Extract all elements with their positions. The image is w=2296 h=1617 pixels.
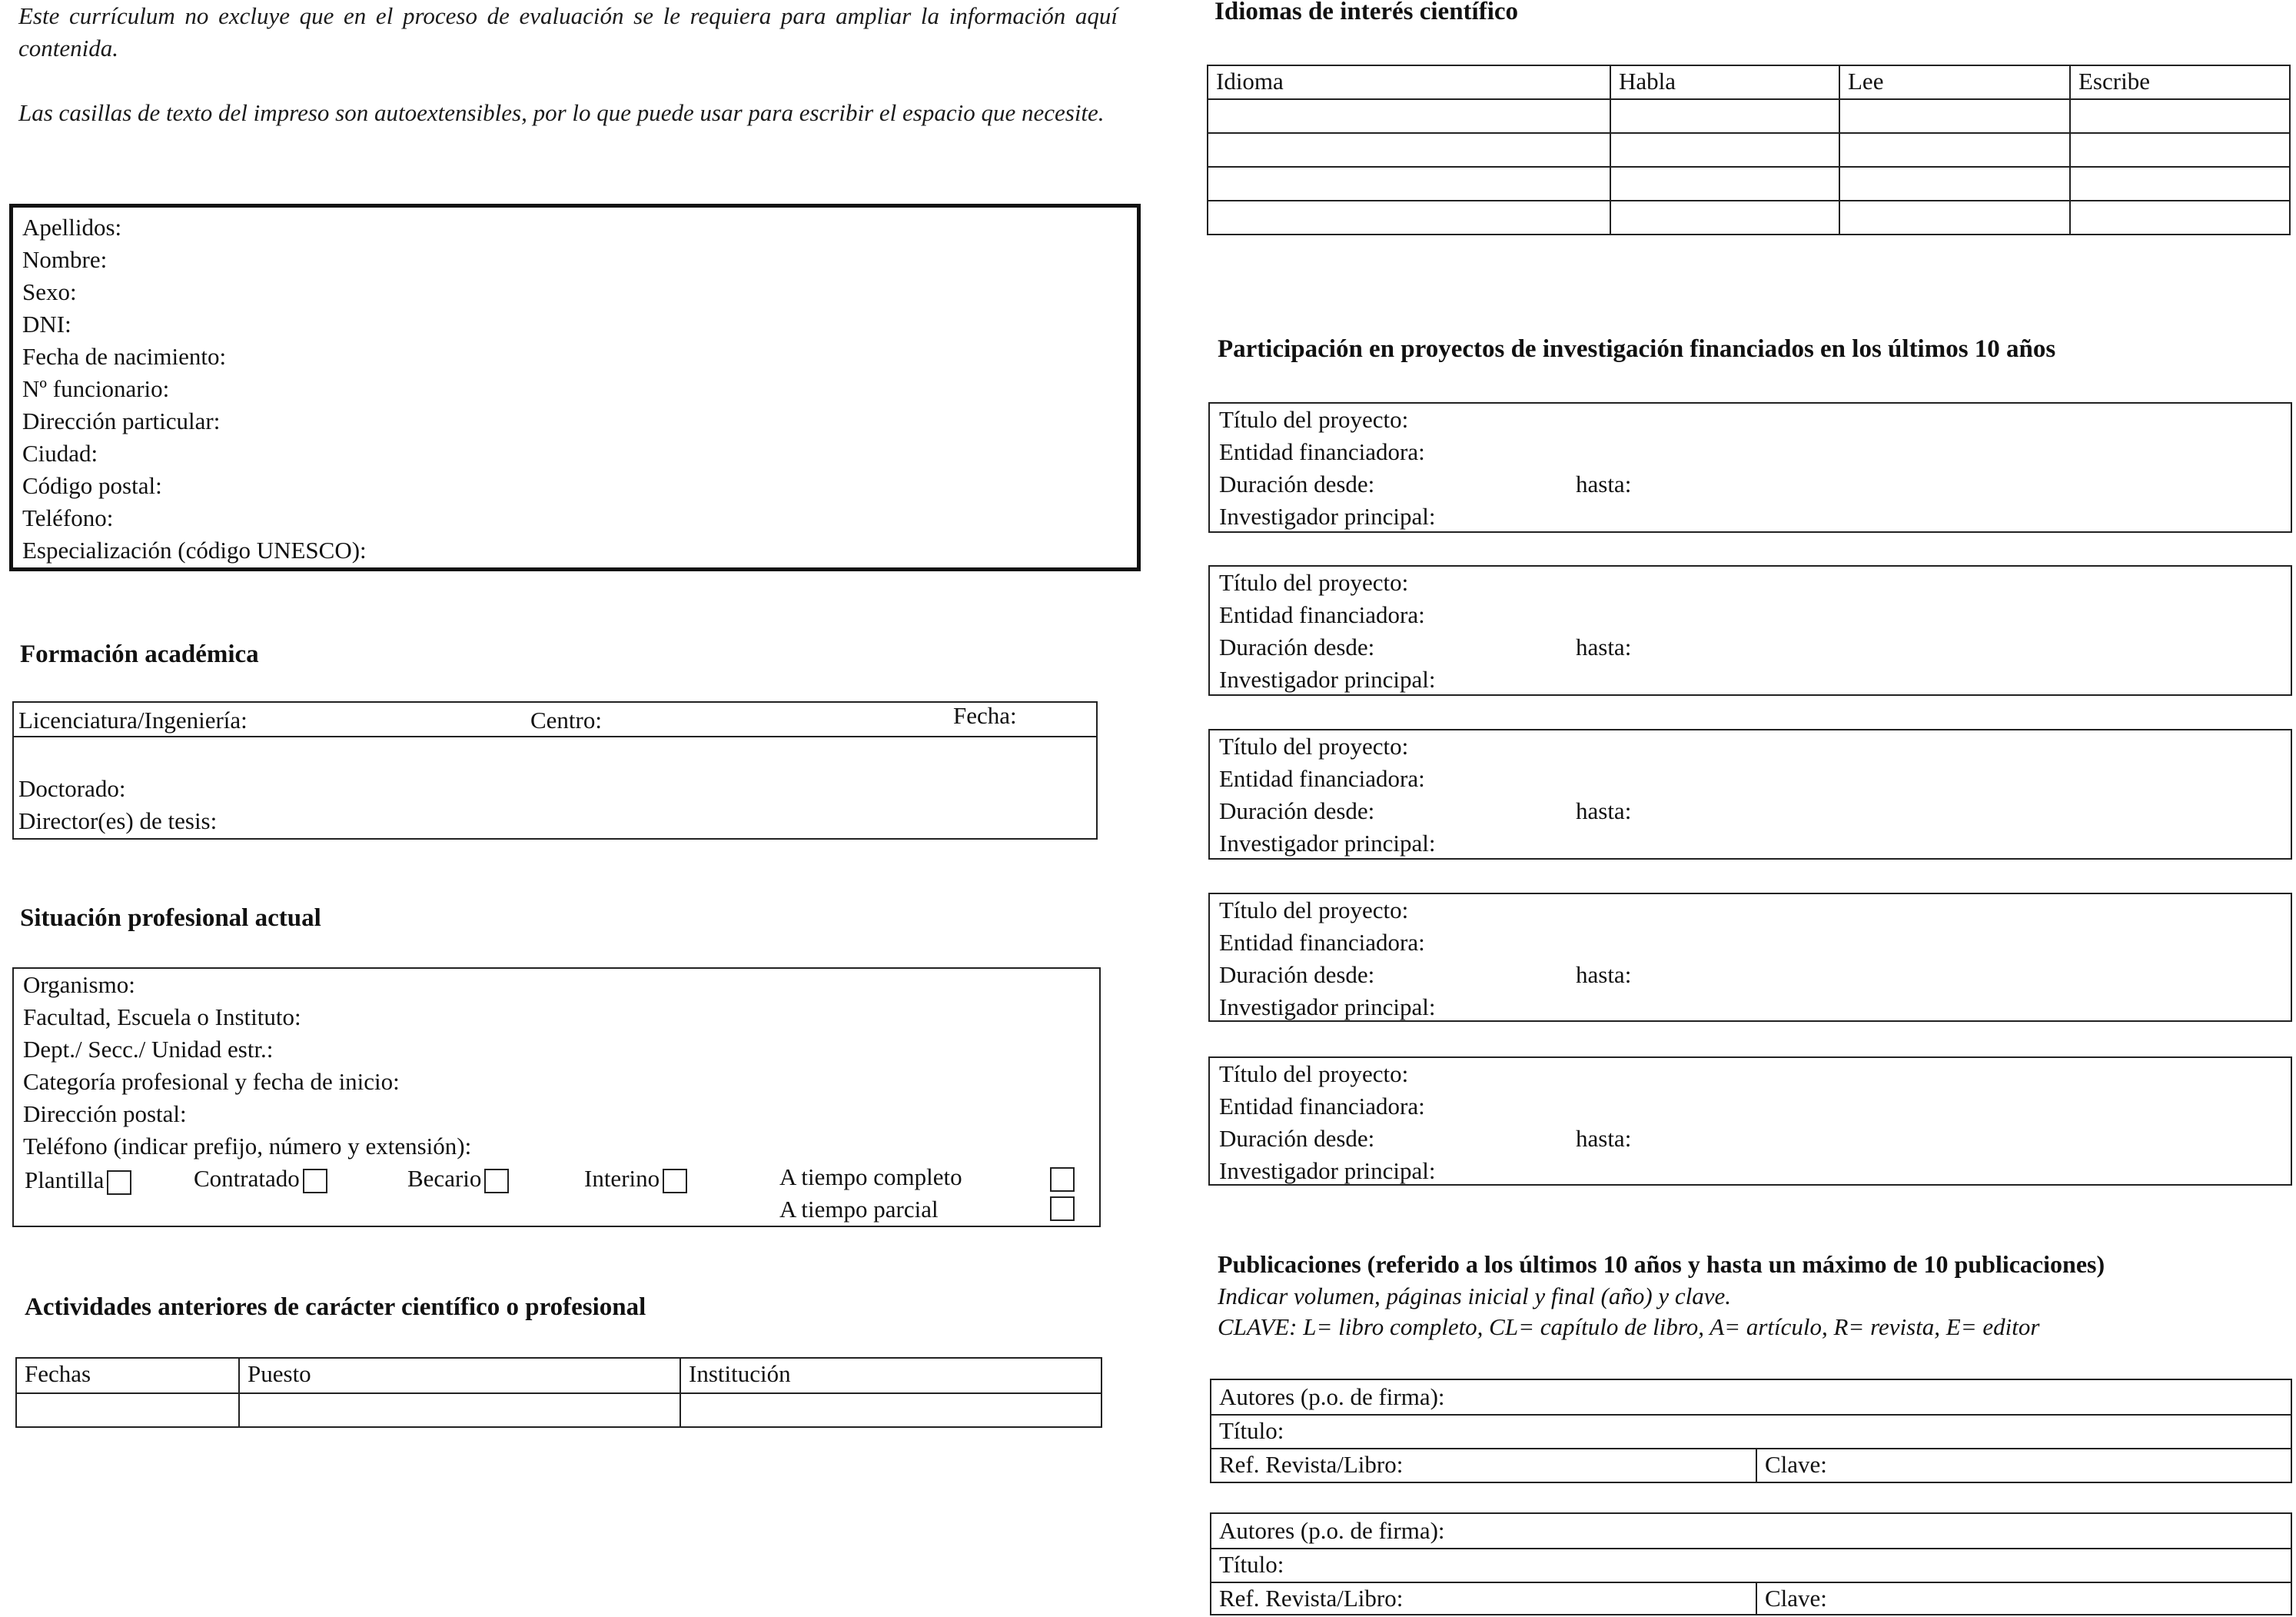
proyecto-duracion[interactable]: Duración desde: <box>1219 634 1375 660</box>
field-facultad[interactable]: Facultad, Escuela o Instituto: <box>23 1003 301 1030</box>
proyecto-titulo[interactable]: Título del proyecto: <box>1219 1060 1409 1087</box>
pub-clave[interactable]: Clave: <box>1765 1585 1827 1612</box>
proyecto-entidad[interactable]: Entidad financiadora: <box>1219 601 1425 628</box>
cell-fechas[interactable] <box>16 1393 239 1427</box>
field-codigo-postal[interactable]: Código postal: <box>22 472 162 499</box>
pub-autores[interactable]: Autores (p.o. de firma): <box>1219 1517 1445 1544</box>
proyecto-duracion[interactable]: Duración desde: <box>1219 1125 1375 1152</box>
actividades-heading: Actividades anteriores de carácter científico o profesional <box>25 1293 646 1321</box>
proyecto-entidad[interactable]: Entidad financiadora: <box>1219 1093 1425 1120</box>
field-doctorado[interactable]: Doctorado: <box>18 775 126 802</box>
field-licenciatura[interactable]: Licenciatura/Ingeniería: <box>18 707 248 734</box>
lee-cell[interactable] <box>1839 167 2070 201</box>
escribe-cell[interactable] <box>2070 133 2290 167</box>
proyecto-investigador[interactable]: Investigador principal: <box>1219 503 1436 530</box>
field-dni[interactable]: DNI: <box>22 311 71 338</box>
completo-label: A tiempo completo <box>779 1163 962 1190</box>
proyecto-investigador[interactable]: Investigador principal: <box>1219 993 1436 1020</box>
cell-institucion[interactable] <box>680 1393 1101 1427</box>
actividades-table <box>15 1357 1102 1428</box>
proyecto-investigador[interactable]: Investigador principal: <box>1219 830 1436 857</box>
habla-cell[interactable] <box>1610 201 1839 235</box>
lee-cell[interactable] <box>1839 99 2070 133</box>
field-fecha-nacimiento[interactable]: Fecha de nacimiento: <box>22 343 227 370</box>
proyecto-duracion[interactable]: Duración desde: <box>1219 961 1375 988</box>
field-especializacion[interactable]: Especialización (código UNESCO): <box>22 537 367 564</box>
intro-paragraph-1: Este currículum no excluye que en el proceso de evaluación se le requiera para ampliar la información aquí contenida. <box>18 2 1118 62</box>
field-direccion[interactable]: Dirección particular: <box>22 408 221 434</box>
plantilla-checkbox[interactable] <box>107 1170 131 1195</box>
proyecto-hasta[interactable]: hasta: <box>1576 471 1632 497</box>
publicaciones-note-1: Indicar volumen, páginas inicial y final (año) y clave. <box>1218 1283 1732 1309</box>
field-direccion-postal[interactable]: Dirección postal: <box>23 1100 187 1127</box>
idiomas-table <box>1207 65 2291 235</box>
idioma-cell[interactable] <box>1208 167 1610 201</box>
pub-clave[interactable]: Clave: <box>1765 1451 1827 1478</box>
field-sexo[interactable]: Sexo: <box>22 278 77 305</box>
contratado-label: Contratado <box>194 1165 300 1192</box>
header-fechas: Fechas <box>16 1358 239 1393</box>
proyecto-entidad[interactable]: Entidad financiadora: <box>1219 438 1425 465</box>
escribe-cell[interactable] <box>2070 99 2290 133</box>
habla-cell[interactable] <box>1610 167 1839 201</box>
pub-autores[interactable]: Autores (p.o. de firma): <box>1219 1383 1445 1410</box>
publicacion-box-2 <box>1210 1512 2292 1615</box>
completo-checkbox[interactable] <box>1050 1167 1075 1192</box>
proyecto-hasta[interactable]: hasta: <box>1576 1125 1632 1152</box>
proyecto-box-4 <box>1208 893 2292 1022</box>
publicaciones-note-2: CLAVE: L= libro completo, CL= capítulo de libro, A= artículo, R= revista, E= editor <box>1218 1313 2040 1340</box>
field-director-tesis[interactable]: Director(es) de tesis: <box>18 807 218 834</box>
lee-cell[interactable] <box>1839 201 2070 235</box>
proyecto-duracion[interactable]: Duración desde: <box>1219 797 1375 824</box>
pub-titulo[interactable]: Título: <box>1219 1417 1284 1444</box>
intro-paragraph-2: Las casillas de texto del impreso son autoextensibles, por lo que puede usar para escribir el espacio que necesite. <box>18 99 1105 126</box>
proyecto-hasta[interactable]: hasta: <box>1576 634 1632 660</box>
escribe-cell[interactable] <box>2070 201 2290 235</box>
proyecto-box-2 <box>1208 565 2292 696</box>
personal-data-box <box>9 204 1141 571</box>
field-nombre[interactable]: Nombre: <box>22 246 108 273</box>
pub-titulo[interactable]: Título: <box>1219 1551 1284 1578</box>
proyecto-titulo[interactable]: Título del proyecto: <box>1219 569 1409 596</box>
situacion-heading: Situación profesional actual <box>20 904 321 932</box>
proyecto-investigador[interactable]: Investigador principal: <box>1219 1157 1436 1184</box>
habla-cell[interactable] <box>1610 133 1839 167</box>
becario-checkbox[interactable] <box>484 1169 509 1193</box>
header-institucion: Institución <box>680 1358 1101 1393</box>
parcial-checkbox[interactable] <box>1050 1196 1075 1221</box>
proyecto-box-3 <box>1208 729 2292 860</box>
situacion-box <box>12 967 1101 1227</box>
proyecto-duracion[interactable]: Duración desde: <box>1219 471 1375 497</box>
plantilla-label: Plantilla <box>25 1166 105 1193</box>
field-ciudad[interactable]: Ciudad: <box>22 440 98 467</box>
idioma-cell[interactable] <box>1208 133 1610 167</box>
header-idioma: Idioma <box>1208 65 1610 99</box>
cell-puesto[interactable] <box>239 1393 680 1427</box>
field-num-funcionario[interactable]: Nº funcionario: <box>22 375 170 402</box>
lee-cell[interactable] <box>1839 133 2070 167</box>
proyecto-hasta[interactable]: hasta: <box>1576 797 1632 824</box>
proyecto-titulo[interactable]: Título del proyecto: <box>1219 733 1409 760</box>
idioma-cell[interactable] <box>1208 99 1610 133</box>
field-departamento[interactable]: Dept./ Secc./ Unidad estr.: <box>23 1036 274 1063</box>
pub-ref[interactable]: Ref. Revista/Libro: <box>1219 1585 1404 1612</box>
idioma-cell[interactable] <box>1208 201 1610 235</box>
proyecto-titulo[interactable]: Título del proyecto: <box>1219 897 1409 923</box>
field-centro[interactable]: Centro: <box>530 707 602 734</box>
field-fecha[interactable]: Fecha: <box>953 702 1017 729</box>
publicacion-box-1 <box>1210 1379 2292 1483</box>
idiomas-heading: Idiomas de interés científico <box>1214 0 1519 25</box>
proyecto-hasta[interactable]: hasta: <box>1576 961 1632 988</box>
header-lee: Lee <box>1839 65 2070 99</box>
parcial-label: A tiempo parcial <box>779 1196 939 1223</box>
proyecto-entidad[interactable]: Entidad financiadora: <box>1219 929 1425 956</box>
field-organismo[interactable]: Organismo: <box>23 971 135 998</box>
proyecto-titulo[interactable]: Título del proyecto: <box>1219 406 1409 433</box>
interino-label: Interino <box>584 1165 660 1192</box>
escribe-cell[interactable] <box>2070 167 2290 201</box>
formacion-box <box>12 701 1098 840</box>
publicaciones-heading: Publicaciones (referido a los últimos 10 años y hasta un máximo de 10 publicaciones) <box>1218 1250 2105 1278</box>
becario-label: Becario <box>407 1165 482 1192</box>
field-categoria[interactable]: Categoría profesional y fecha de inicio: <box>23 1068 400 1095</box>
interino-checkbox[interactable] <box>663 1169 687 1193</box>
proyecto-box-1 <box>1208 402 2292 533</box>
habla-cell[interactable] <box>1610 99 1839 133</box>
header-habla: Habla <box>1610 65 1839 99</box>
field-telefono-trabajo[interactable]: Teléfono (indicar prefijo, número y extensión): <box>23 1133 472 1160</box>
proyecto-box-5 <box>1208 1056 2292 1186</box>
formacion-heading: Formación académica <box>20 640 259 668</box>
header-puesto: Puesto <box>239 1358 680 1393</box>
proyecto-entidad[interactable]: Entidad financiadora: <box>1219 765 1425 792</box>
proyectos-heading: Participación en proyectos de investigación financiados en los últimos 10 años <box>1218 335 2056 363</box>
proyecto-investigador[interactable]: Investigador principal: <box>1219 666 1436 693</box>
field-telefono[interactable]: Teléfono: <box>22 504 114 531</box>
pub-ref[interactable]: Ref. Revista/Libro: <box>1219 1451 1404 1478</box>
contratado-checkbox[interactable] <box>303 1169 327 1193</box>
field-apellidos[interactable]: Apellidos: <box>22 214 122 241</box>
header-escribe: Escribe <box>2070 65 2290 99</box>
